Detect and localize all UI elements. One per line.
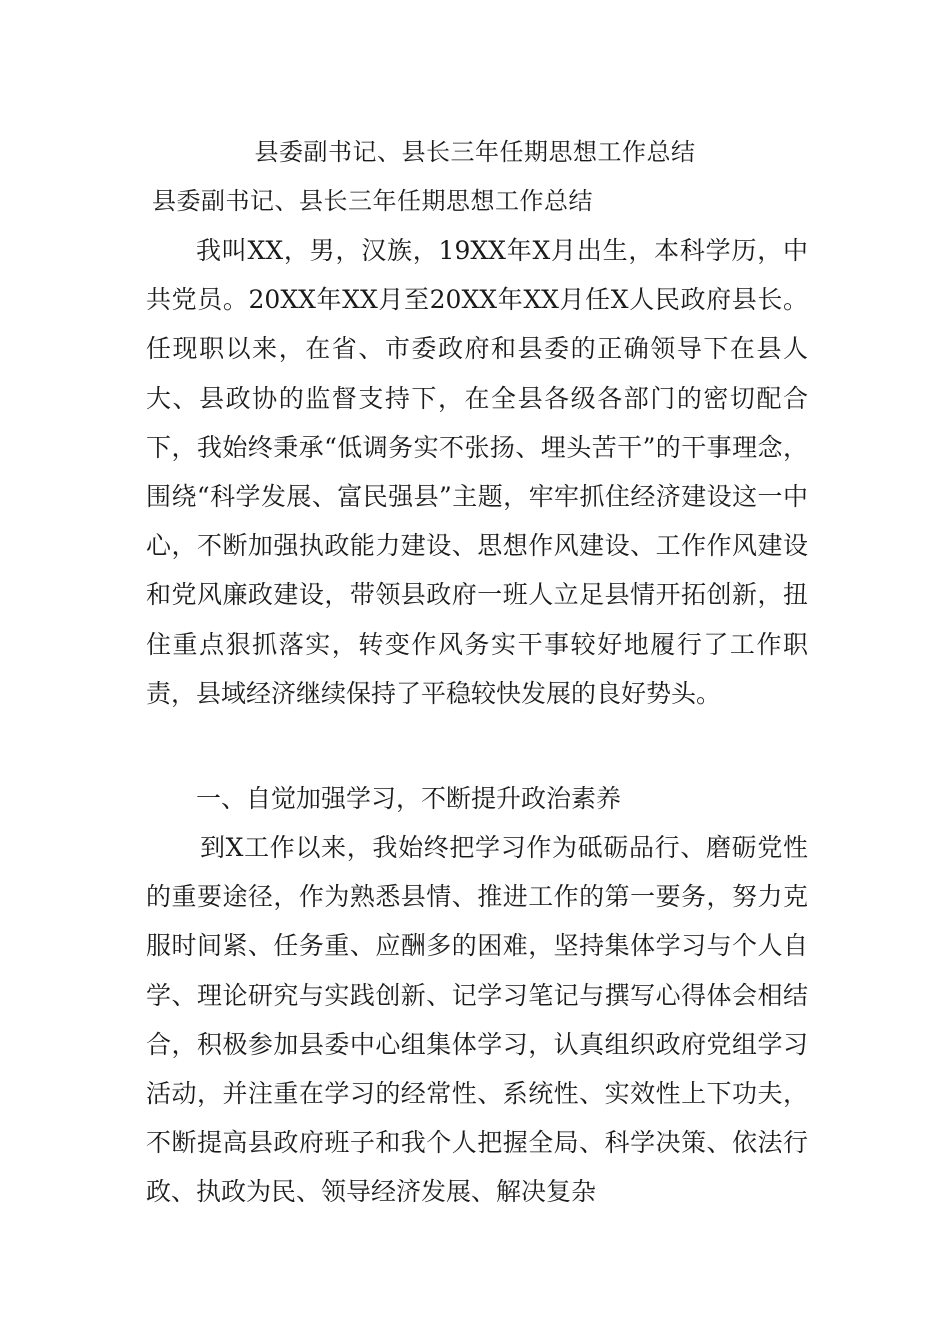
- document-title: 县委副书记、县长三年任期思想工作总结: [254, 138, 696, 166]
- document-subtitle: 县委副书记、县长三年任期思想工作总结: [152, 187, 593, 215]
- section-heading-1: 一、自觉加强学习，不断提升政治素养: [196, 784, 622, 813]
- body-paragraph-2: 到X工作以来，我始终把学习作为砥砺品行、磨砺党性的重要途径，作为熟悉县情、推进工作的第一要务，努力克服时间紧、任务重、应酬多的困难，坚持集体学习与个人自学、理论研究与实践创新、记学习笔记与撰写心得体会相结合，积极参加县委中心组集体学习，认真组织政府党组学习活动，并注重在学习的经常性、系统性、实效性上下功夫，不断提高县政府班子和我个人把握全局、科学决策、依法行政、执政为民、领导经济发展、解决复杂: [146, 833, 808, 1207]
- body-paragraph-1: 我叫XX，男，汉族，19XX年X月出生，本科学历，中共党员。20XX年XX月至20XX年XX月任X人民政府县长。任现职以来，在省、市委政府和县委的正确领导下在县人大、县政协的监督支持下，在全县各级各部门的密切配合下，我始终秉承“低调务实不张扬、埋头苦干”的干事理念，围绕“科学发展、富民强县”主题，牢牢抓住经济建设这一中心，不断加强执政能力建设、思想作风建设、工作作风建设和党风廉政建设，带领县政府一班人立足县情开拓创新，扭住重点狠抓落实，转变作风务实干事较好地履行了工作职责，县域经济继续保持了平稳较快发展的良好势头。: [146, 236, 808, 708]
